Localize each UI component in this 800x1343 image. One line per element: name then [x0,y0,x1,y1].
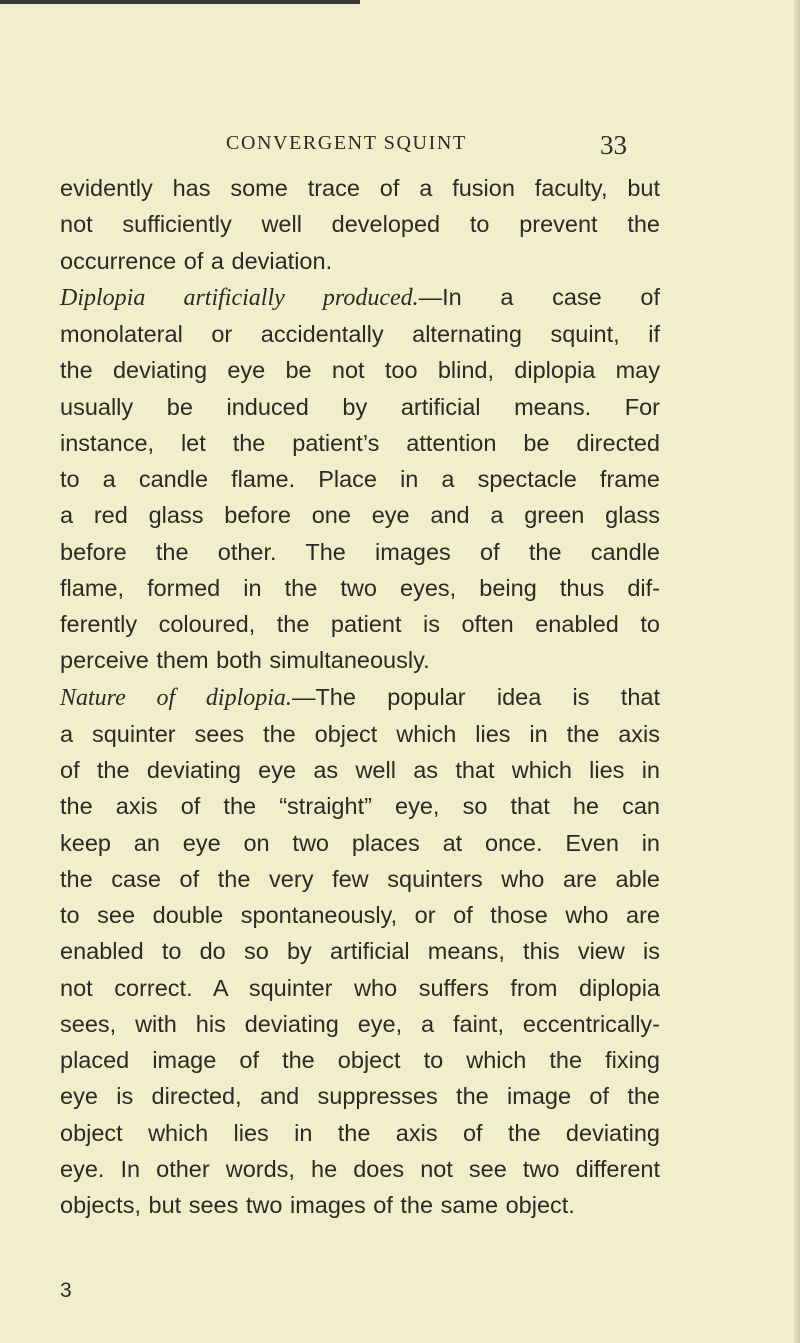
text-line: placed image of the object to which the fixing [60,1047,660,1073]
body-text [60,170,660,1223]
text-line: to a candle flame. Place in a spectacle frame [60,466,660,492]
text-line: occurrence of a deviation. [60,247,333,274]
section-line [60,679,660,716]
page-top-edge [0,0,360,4]
text-line: evidently has some trace of a fusion faculty, but [60,175,660,201]
text-line: keep an eye on two places at once. Even in [60,829,660,856]
text-line: sees, with his deviating eye, a faint, eccentrically- [60,1010,660,1037]
text-line: the deviating eye be not too blind, diplopia may [60,357,660,384]
text-line: perceive them both simultaneously. [60,647,430,674]
text-line: not correct. A squinter who suffers from diplopia [60,974,660,1001]
text-line: usually be induced by artificial means. For [60,393,660,420]
text-line: enabled to do so by artificial means, this view is [60,938,660,965]
section-line-text: —In a case of [418,283,660,310]
text-line: monolateral or accidentally alternating squint, if [60,321,660,347]
text-line: flame, formed in the two eyes, being thus dif- [60,574,660,601]
text-line: eye is directed, and suppresses the image of the [60,1083,660,1110]
text-line: object which lies in the axis of the deviating [60,1119,660,1146]
page-header [0,132,800,162]
text-line: objects, but sees two images of the same object. [60,1192,575,1218]
text-line: before the other. The images of the candle [60,538,660,565]
text-line: the axis of the “straight” eye, so that he can [60,793,660,820]
running-head: CONVERGENT SQUINT [226,132,467,154]
text-line: not sufficiently well developed to prevent the [60,211,660,238]
text-line: to see double spontaneously, or of those who are [60,902,660,928]
text-line: instance, let the patient’s attention be directed [60,429,660,456]
section-line [60,279,660,316]
section-line-text: —The popular idea is that [291,683,660,710]
text-line: the case of the very few squinters who are able [60,865,660,892]
page-right-edge [794,0,800,1343]
section-heading-nature-of-diplopia: Nature of diplopia. [60,684,292,711]
text-line: ferently coloured, the patient is often enabled to [60,611,660,637]
text-line: a squinter sees the object which lies in the axis [60,720,660,747]
text-line: a red glass before one eye and a green glass [60,502,660,529]
section-heading-diplopia-artificially-produced: Diplopia artificially produced. [60,284,419,311]
text-line: eye. In other words, he does not see two different [60,1155,660,1182]
signature-mark: 3 [60,1279,72,1302]
text-line: of the deviating eye as well as that which lies in [60,757,660,783]
page-number: 33 [600,130,627,160]
